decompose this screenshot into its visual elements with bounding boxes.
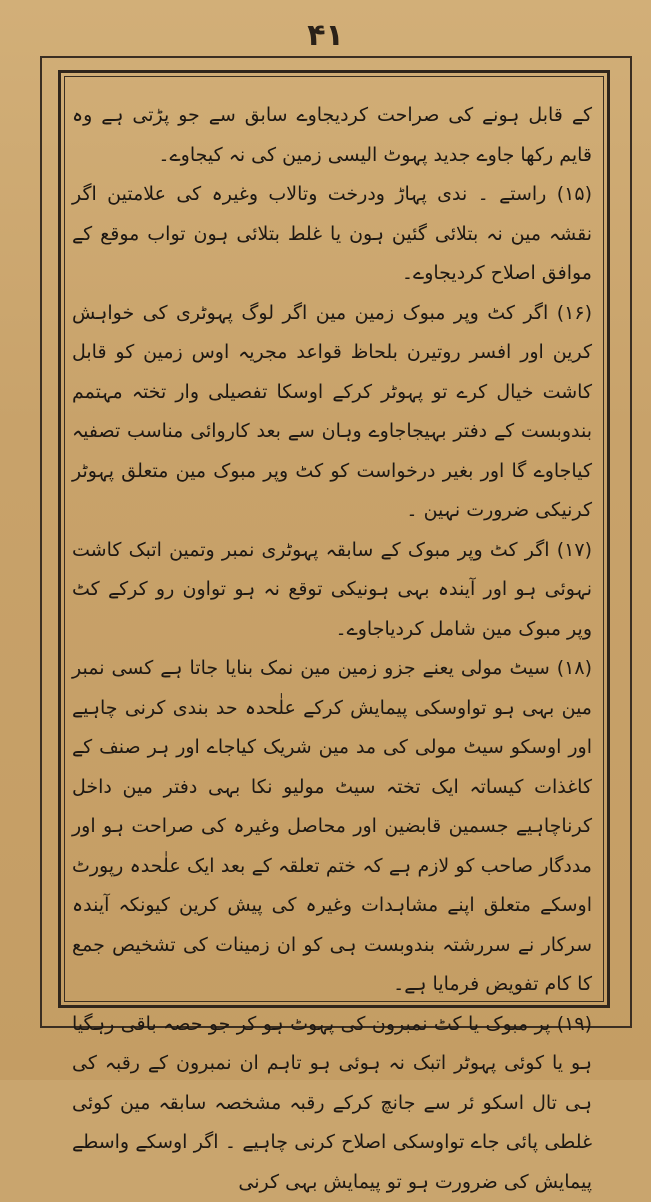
paragraph-18: (۱۸) سیٹ مولی یعنے جزو زمین مین نمک بنایا جاتا ہے کسی نمبر مین بہی ہو تواوسکی پیمایش کرکے علٰحدہ حد بندی کرنی چاہیے اور اوسکو سیٹ مولی کی مد مین شریک کیاجاے اور ہر صنف کے کاغذات کیساتہ ایک تختہ سیٹ مولیو نکا بہی دفتر مین داخل کرناچاہیے جسمین قابضین اور محاصل وغیرہ کی صراحت ہو اور مددگار صاحب کو لازم ہے کہ ختم تعلقہ کے بعد ایک علٰحدہ رپورٹ اوسکے متعلق اپنے مشاہدات وغیرہ کی پیش کرین کیونکہ آیندہ سرکار نے سررشتہ بندوبست ہی کو ان زمینات کی تشخیص جمع کا کام تفویض فرمایا ہے۔ [72,649,592,1005]
paragraph-19: (۱۹) پر مبوک یا کٹ نمبرون کی پہوٹ ہو کر جو حصہ باقی رہگیا ہو یا کوئی پہوٹر اتبک نہ ہوئی ہو تاہم ان نمبرون کے رقبہ کی ہی تال اسکو ئر سے جانچ کرکے رقبہ مشخصہ سابقہ مین کوئی غلطی پائی جاے تواوسکی اصلاح کرنی چاہیے ۔ اگر اوسکے واسطے پیمایش کی ضرورت ہو تو پیمایش بہی کرنی [72,1005,592,1202]
paragraph-continuation: کے قابل ہونے کی صراحت کردیجاوے سابق سے جو پڑتی ہے وہ قایم رکھا جاوے جدید پہوٹ الیسی زمین کی نہ کیجاوے۔ [72,96,592,175]
body-text [72,96,592,996]
paragraph-16: (۱۶) اگر کٹ وپر مبوک زمین مین اگر لوگ پہوٹری کی خواہش کرین اور افسر روتیرن بلحاظ قواعد مجریہ اوس زمین کو قابل کاشت خیال کرے تو پہوٹر کرکے اوسکا تفصیلی وار تختہ مہتمم بندوبست کے دفتر بہیجاجاوے وہان سے بعد کاروائی مناسب تصفیہ کیاجاوے گا اور بغیر درخواست کو کٹ وپر مبوک مین متعلق پہوٹر کرنیکی ضرورت نہین ۔ [72,294,592,531]
page-number: ۴۱ [0,18,651,53]
paragraph-17: (۱۷) اگر کٹ وپر مبوک کے سابقہ پہوٹری نمبر وتمین اتبک کاشت نہوئی ہو اور آیندہ بہی ہونیکی توقع نہ ہو تواون رو کرکے کٹ وپر مبوک مین شامل کردیاجاوے۔ [72,531,592,650]
paragraph-15: (۱۵) راستے ۔ ندی پہاڑ ودرخت وتالاب وغیرہ کی علامتین اگر نقشہ مین نہ بتلائی گئین ہون یا غلط بتلائی ہون تواب موقع کے موافق اصلاح کردیجاوے۔ [72,175,592,294]
